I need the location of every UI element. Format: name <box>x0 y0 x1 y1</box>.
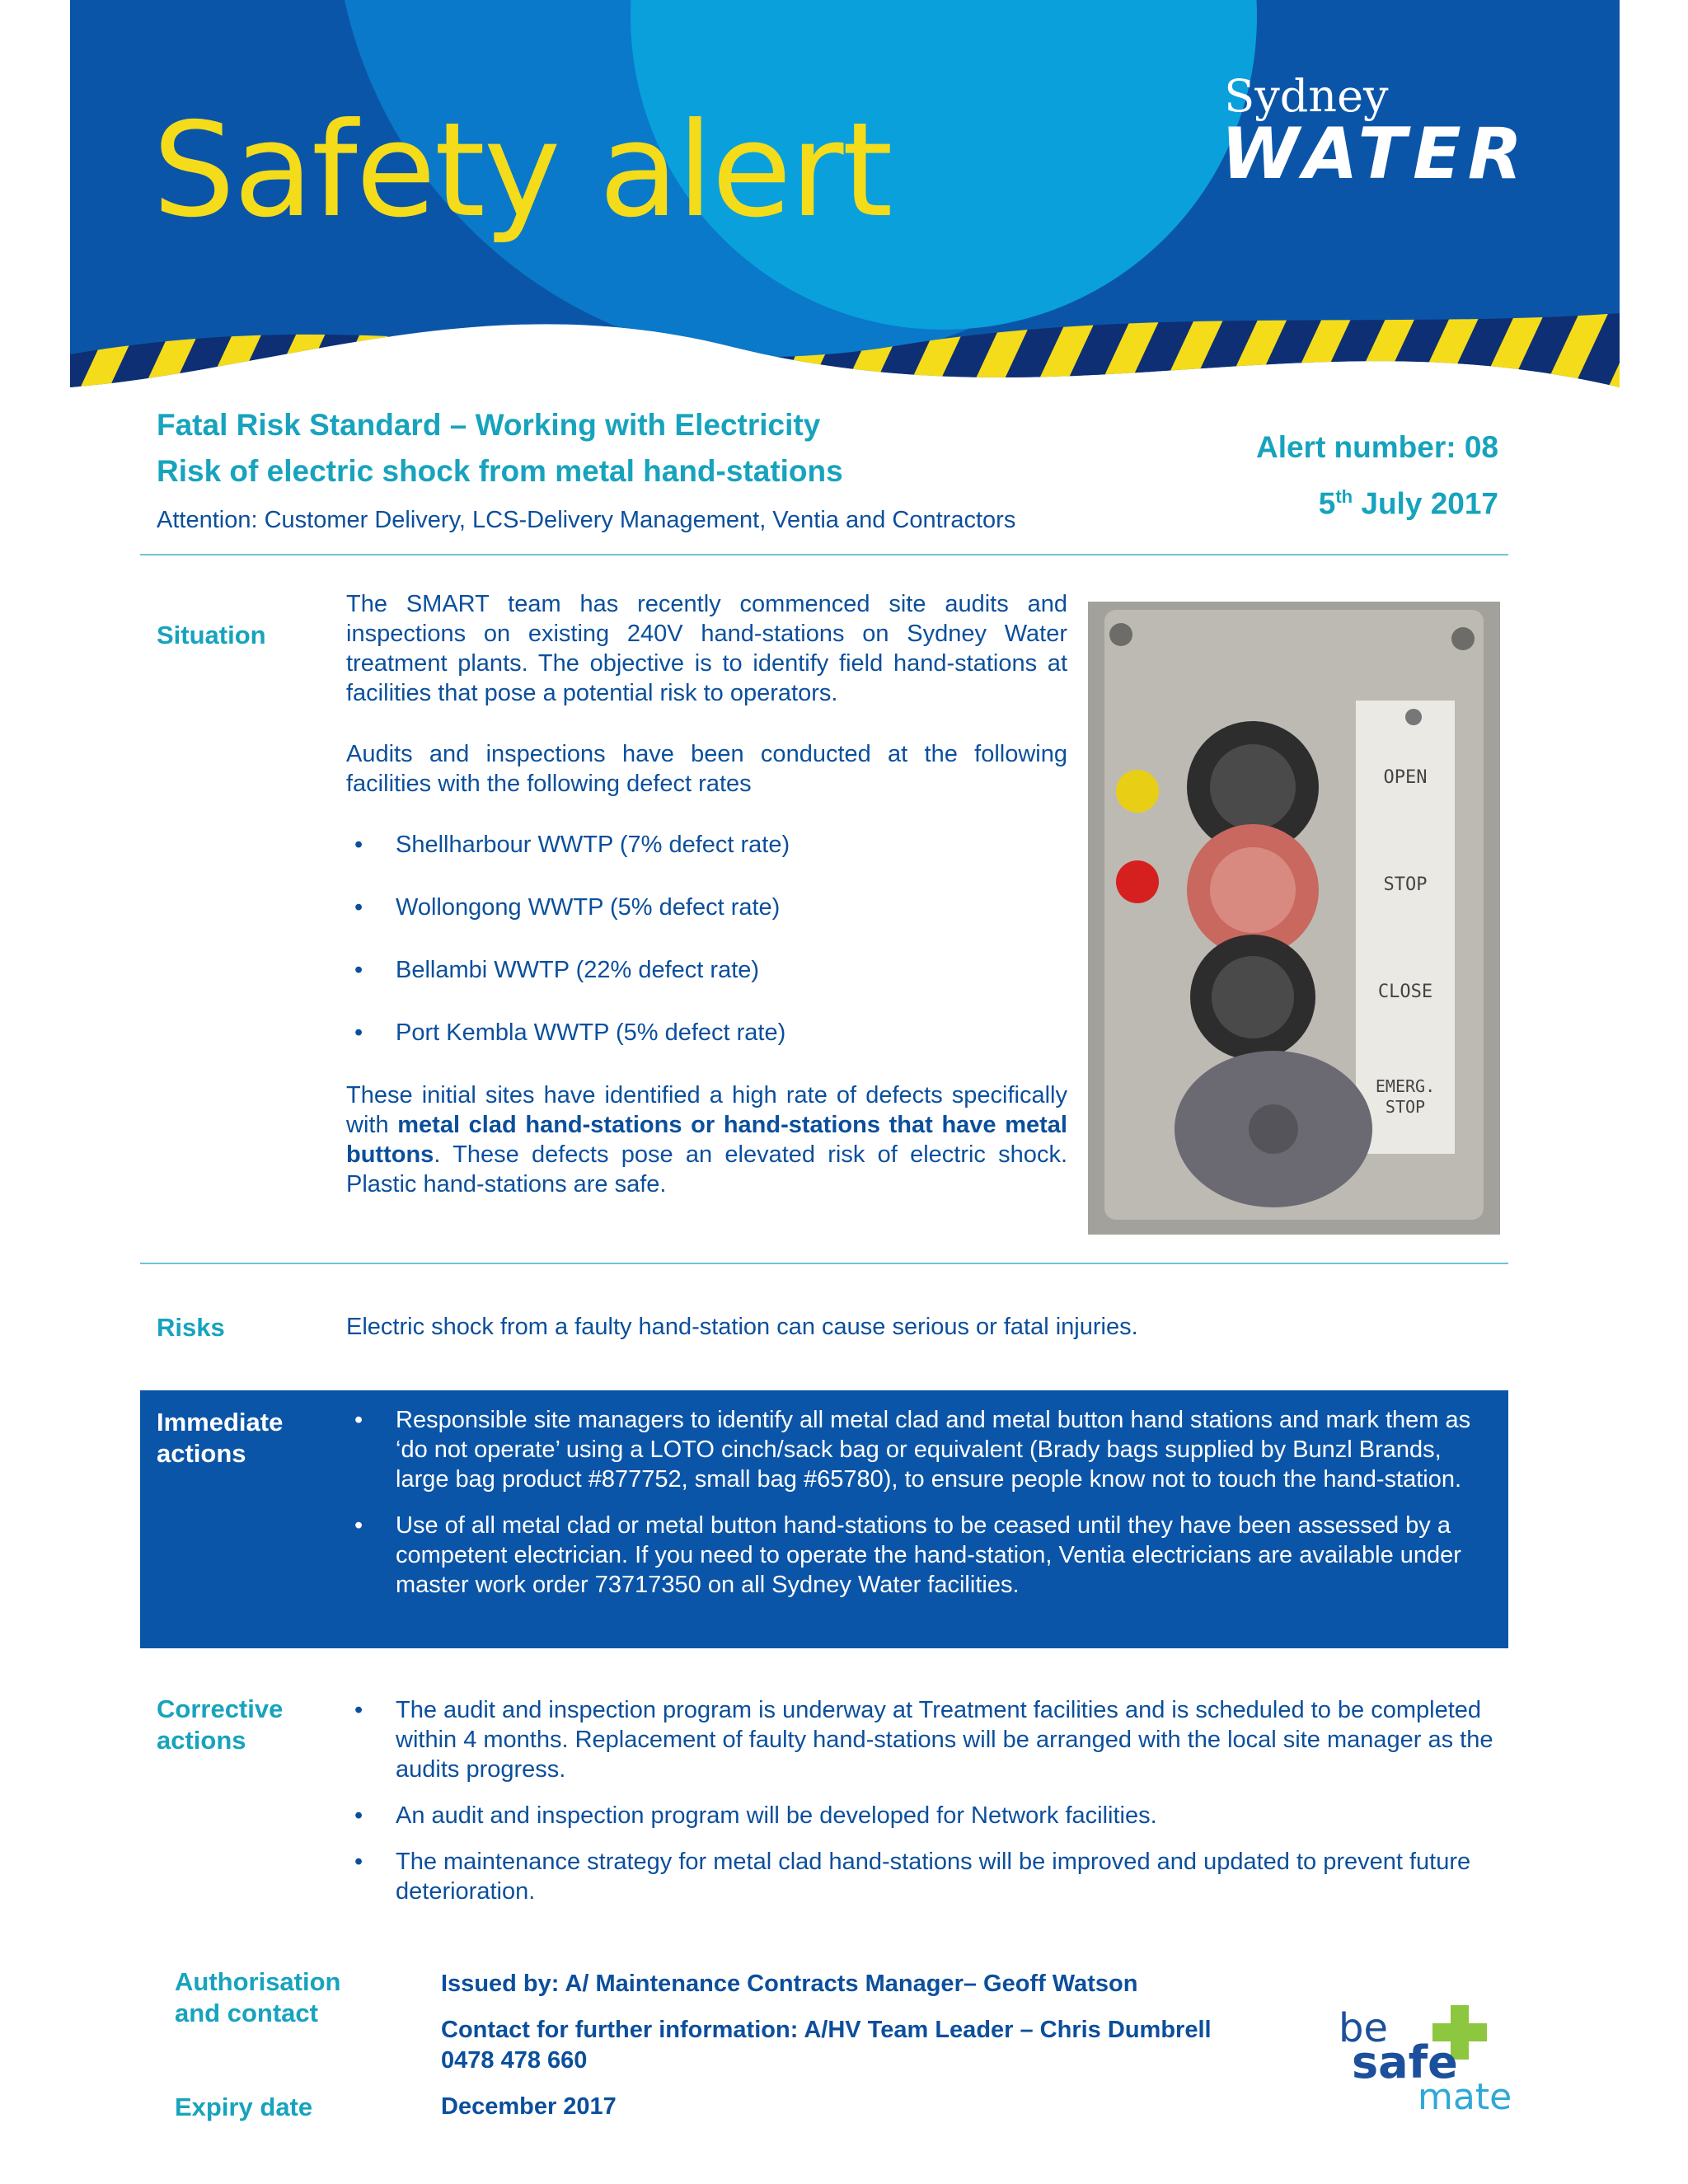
divider <box>140 554 1508 555</box>
list-item: • The maintenance strategy for metal clad hand-stations will be improved and updated to prevent future deterioration. <box>346 1847 1500 1906</box>
divider <box>140 1263 1508 1264</box>
list-item: • Port Kembla WWTP (5% defect rate) <box>346 1018 1067 1047</box>
list-item: • An audit and inspection program will be developed for Network facilities. <box>346 1801 1500 1830</box>
contact-phone: 0478 478 660 <box>441 2047 588 2074</box>
situation-para2: Audits and inspections have been conducted at the following facilities with the following defect rates <box>346 741 1067 797</box>
standard-title: Fatal Risk Standard – Working with Electricity <box>157 408 821 442</box>
logo-line1: Sydney <box>1224 70 1389 122</box>
list-item: • Use of all metal clad or metal button hand-stations to be ceased until they have been assessed by a competent electrician. If you need to operate the hand-station, Ventia electricians are available under master work order 73717350 on all Sydney Water facilities. <box>346 1511 1475 1600</box>
authorisation-label: Authorisation and contact <box>175 1967 341 2027</box>
logo-line2: WATER <box>1221 113 1529 195</box>
immediate-actions-list <box>346 1405 1475 1616</box>
corrective-actions-list <box>346 1695 1500 1923</box>
immediate-actions-label: Immediate actions <box>157 1408 284 1468</box>
hand-station-photo <box>1088 602 1500 1235</box>
contact-info: Contact for further information: A/HV Team Leader – Chris Dumbrell <box>441 2017 1212 2043</box>
situation-para1: The SMART team has recently commenced site audits and inspections on existing 240V hand-stations on Sydney Water treatment plants. The objective is to identify field hand-stations at facilities that pose a potential risk to operators. <box>346 591 1067 706</box>
issued-by: Issued by: A/ Maintenance Contracts Manager– Geoff Watson <box>441 1971 1138 1997</box>
immediate-actions-panel <box>140 1390 1508 1648</box>
situation-body <box>346 589 1067 1230</box>
photo-label-emerg: EMERG. <box>1375 1076 1436 1096</box>
header-banner <box>70 0 1620 396</box>
expiry-value: December 2017 <box>441 2093 617 2120</box>
expiry-label: Expiry date <box>175 2093 313 2121</box>
risk-title: Risk of electric shock from metal hand-stations <box>157 454 843 488</box>
photo-label-emerg-stop: STOP <box>1385 1097 1426 1117</box>
list-item: • Wollongong WWTP (5% defect rate) <box>346 893 1067 922</box>
alert-meta <box>1256 423 1498 528</box>
photo-label-open: OPEN <box>1383 767 1428 788</box>
facility-list <box>346 830 1067 1047</box>
photo-label-close: CLOSE <box>1377 982 1433 1002</box>
list-item: • Responsible site managers to identify all metal clad and metal button hand stations and mark them as ‘do not operate’ using a LOTO cinch/sack bag or equivalent (Brady bags supplied by Bunzl Brands, large bag product #877752, small bag #65780), to ensure people know not to touch the hand-station. <box>346 1405 1475 1494</box>
alert-date: 5th July 2017 <box>1318 486 1498 521</box>
corrective-actions-label: Corrective actions <box>157 1694 284 1755</box>
logo-word-mate: mate <box>1418 2076 1512 2114</box>
list-item: • The audit and inspection program is underway at Treatment facilities and is scheduled to be completed within 4 months. Replacement of faulty hand-stations will be arranged with the local site manager as the audits progress. <box>346 1695 1500 1784</box>
photo-label-stop: STOP <box>1383 874 1428 895</box>
risks-text: Electric shock from a faulty hand-station can cause serious or fatal injuries. <box>346 1314 1138 1340</box>
situation-para3: These initial sites have identified a high rate of defects specifically with metal clad hand-stations or hand-stations that have metal buttons. These defects pose an elevated risk of electric shock. Plastic hand-stations are safe. <box>346 1082 1067 1197</box>
attention-line: Attention: Customer Delivery, LCS-Delivery Management, Ventia and Contractors <box>157 507 1016 533</box>
be-safe-mate-logo <box>1335 1999 1533 2114</box>
logo-word-be: be <box>1339 2005 1388 2051</box>
alert-number: Alert number: 08 <box>1255 430 1498 464</box>
list-item: • Bellambi WWTP (22% defect rate) <box>346 955 1067 985</box>
logo-word-safe: safe <box>1352 2036 1458 2088</box>
safety-alert-title: Safety alert <box>152 95 892 246</box>
list-item: • Shellharbour WWTP (7% defect rate) <box>346 830 1067 860</box>
situation-label: Situation <box>157 621 266 649</box>
risks-label: Risks <box>157 1313 225 1342</box>
sydney-water-logo <box>1221 70 1529 195</box>
